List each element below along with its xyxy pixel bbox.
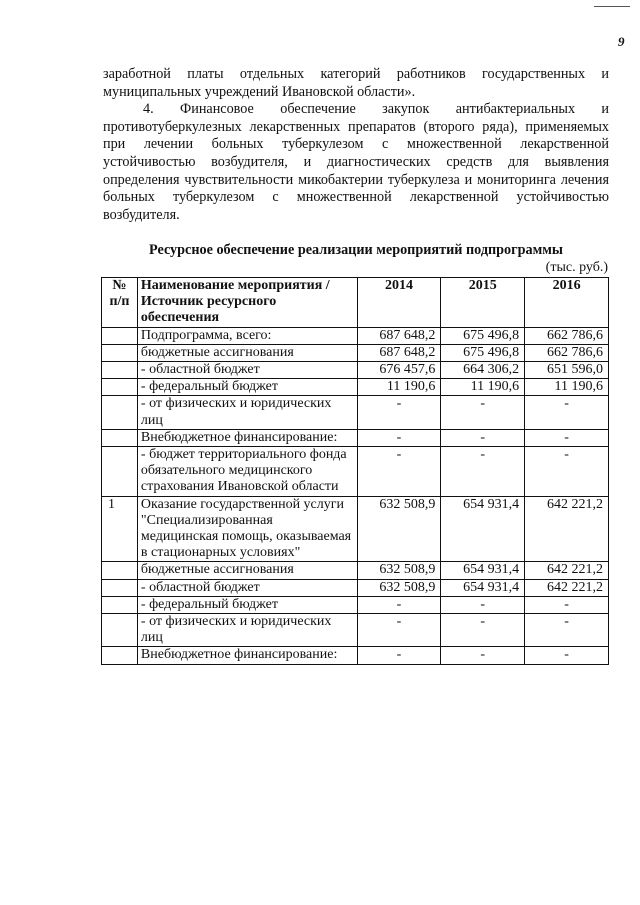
cell-2016: 651 596,0	[525, 362, 609, 379]
cell-2015: 664 306,2	[441, 362, 525, 379]
cell-2015: -	[441, 614, 525, 647]
header-2016: 2016	[525, 278, 609, 328]
cell-num	[102, 562, 138, 579]
cell-2014: -	[357, 447, 441, 497]
cell-2015: 654 931,4	[441, 496, 525, 562]
table-row	[102, 614, 609, 647]
cell-name: бюджетные ассигнования	[137, 344, 357, 361]
intro-text	[103, 66, 609, 224]
table-row	[102, 327, 609, 344]
cell-name: - областной бюджет	[137, 362, 357, 379]
cell-2016: 642 221,2	[525, 579, 609, 596]
cell-num	[102, 344, 138, 361]
cell-num	[102, 429, 138, 446]
cell-2014: 687 648,2	[357, 344, 441, 361]
cell-name: Внебюджетное финансирование:	[137, 429, 357, 446]
table-title: Ресурсное обеспечение реализации мероприятий подпрограммы	[149, 242, 563, 258]
cell-name: - областной бюджет	[137, 579, 357, 596]
cell-num	[102, 614, 138, 647]
cell-2015: -	[441, 447, 525, 497]
cell-2016: -	[525, 647, 609, 664]
cell-name: Подпрограмма, всего:	[137, 327, 357, 344]
cell-2016: 642 221,2	[525, 562, 609, 579]
cell-2015: 654 931,4	[441, 579, 525, 596]
cell-2015: -	[441, 647, 525, 664]
header-num: № п/п	[102, 278, 138, 328]
cell-2014: 632 508,9	[357, 496, 441, 562]
table-row	[102, 429, 609, 446]
cell-2014: -	[357, 596, 441, 613]
cell-2016: 662 786,6	[525, 327, 609, 344]
cell-num	[102, 596, 138, 613]
table-row	[102, 362, 609, 379]
cell-2014: 676 457,6	[357, 362, 441, 379]
cell-num	[102, 579, 138, 596]
table-row	[102, 562, 609, 579]
cell-num	[102, 396, 138, 429]
intro-paragraph-item-4: 4. Финансовое обеспечение закупок антибактериальных и противотуберкулезных лекарственных препаратов (второго ряда), применяемых при лечении больных туберкулезом с множественной лекарственной устойчивостью возбудителя, и диагностических средств для выявления определения чувствительности микобактерии туберкулеза и мониторинга лечения больных туберкулезом с множественной лекарственной устойчивостью возбудителя.	[103, 101, 609, 223]
table-header-row	[102, 278, 609, 328]
cell-2014: -	[357, 396, 441, 429]
intro-paragraph-continuation: заработной платы отдельных категорий работников государственных и муниципальных учреждений Ивановской области».	[103, 66, 609, 100]
table-row	[102, 579, 609, 596]
cell-name: бюджетные ассигнования	[137, 562, 357, 579]
cell-num	[102, 327, 138, 344]
cell-2016: -	[525, 596, 609, 613]
cell-2014: -	[357, 647, 441, 664]
cell-num: 1	[102, 496, 138, 562]
header-2014: 2014	[357, 278, 441, 328]
cell-2016: -	[525, 429, 609, 446]
cell-name: - федеральный бюджет	[137, 596, 357, 613]
cell-2015: -	[441, 429, 525, 446]
cell-2014: 632 508,9	[357, 579, 441, 596]
cell-2014: 11 190,6	[357, 379, 441, 396]
cell-name: - от физических и юридических лиц	[137, 614, 357, 647]
cell-num	[102, 647, 138, 664]
cell-2015: 675 496,8	[441, 344, 525, 361]
header-2015: 2015	[441, 278, 525, 328]
cell-2015: 675 496,8	[441, 327, 525, 344]
table-row	[102, 379, 609, 396]
header-name: Наименование мероприятия / Источник ресурсного обеспечения	[137, 278, 357, 328]
cell-2016: -	[525, 614, 609, 647]
cell-2014: -	[357, 614, 441, 647]
cell-2016: 11 190,6	[525, 379, 609, 396]
table-row	[102, 396, 609, 429]
table-row	[102, 496, 609, 562]
corner-rule	[594, 6, 630, 7]
cell-2014: 687 648,2	[357, 327, 441, 344]
table-row	[102, 344, 609, 361]
table-row	[102, 596, 609, 613]
cell-2015: 11 190,6	[441, 379, 525, 396]
cell-name: - федеральный бюджет	[137, 379, 357, 396]
page-number: 9	[618, 34, 625, 49]
cell-2016: 662 786,6	[525, 344, 609, 361]
table-body	[102, 327, 609, 664]
table-row	[102, 647, 609, 664]
cell-num	[102, 362, 138, 379]
cell-name: - бюджет территориального фонда обязательного медицинского страхования Ивановской области	[137, 447, 357, 497]
table-unit: (тыс. руб.)	[545, 260, 608, 275]
cell-name: Внебюджетное финансирование:	[137, 647, 357, 664]
cell-2016: -	[525, 447, 609, 497]
resource-table	[101, 277, 609, 665]
cell-2015: -	[441, 596, 525, 613]
cell-2016: 642 221,2	[525, 496, 609, 562]
cell-2015: -	[441, 396, 525, 429]
cell-2014: -	[357, 429, 441, 446]
cell-2015: 654 931,4	[441, 562, 525, 579]
cell-2016: -	[525, 396, 609, 429]
cell-2014: 632 508,9	[357, 562, 441, 579]
cell-name: Оказание государственной услуги "Специализированная медицинская помощь, оказываемая в стационарных условиях"	[137, 496, 357, 562]
cell-num	[102, 447, 138, 497]
cell-num	[102, 379, 138, 396]
cell-name: - от физических и юридических лиц	[137, 396, 357, 429]
table-row	[102, 447, 609, 497]
